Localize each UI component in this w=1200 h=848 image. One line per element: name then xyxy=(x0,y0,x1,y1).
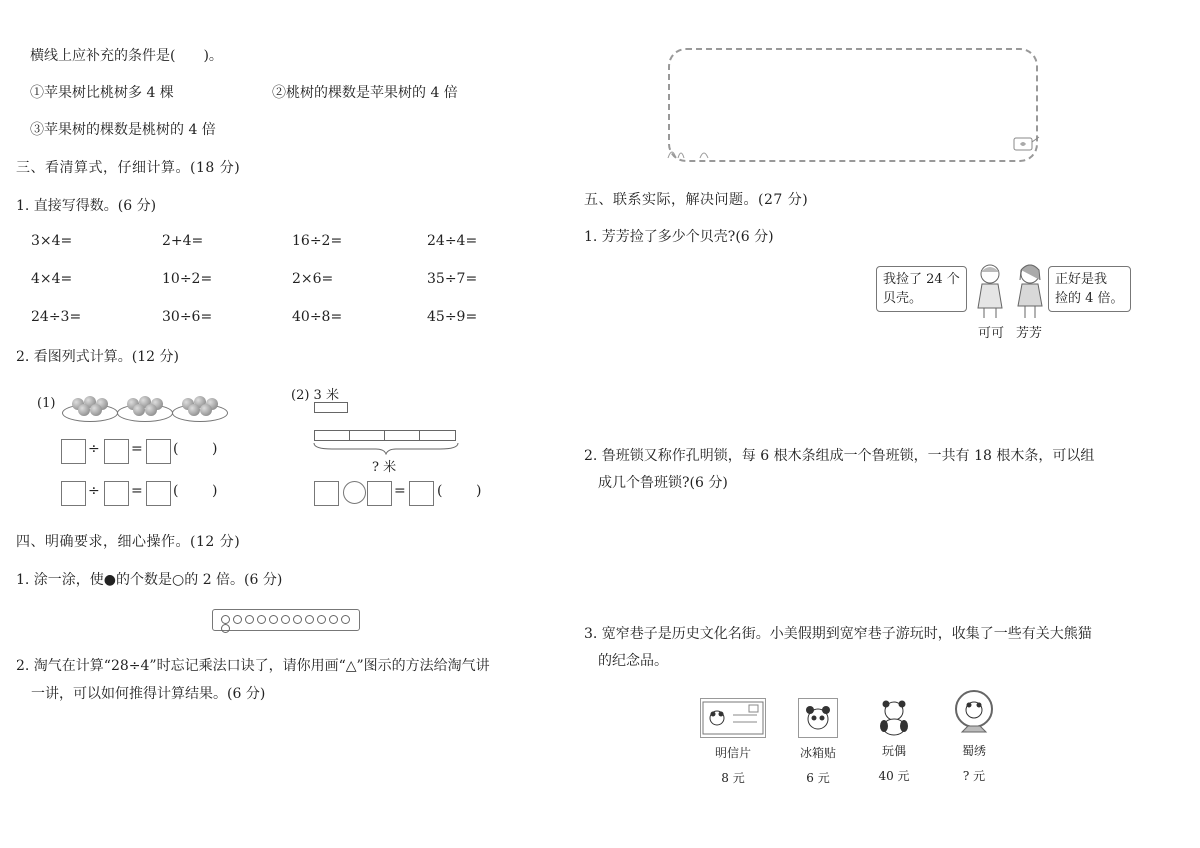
calc-item: 24÷4= xyxy=(427,233,478,249)
long-bar-segment xyxy=(314,430,350,441)
calc-item: 4×4= xyxy=(31,271,73,287)
name-keke: 可可 xyxy=(978,326,1005,341)
answer-box[interactable] xyxy=(104,439,129,464)
product-name: 玩偶 xyxy=(881,744,906,758)
eq-sign: = xyxy=(131,441,143,457)
answer-box[interactable] xyxy=(146,481,171,506)
circle-strip xyxy=(212,609,360,631)
long-bar-segment xyxy=(384,430,420,441)
question-5-3-line1: 3. 宽窄巷子是历史文化名街。小美假期到宽窄巷子游玩时，收集了一些有关大熊猫 xyxy=(584,626,1092,642)
small-circle[interactable] xyxy=(221,624,230,633)
small-circle[interactable] xyxy=(245,615,254,624)
calc-item: 2×6= xyxy=(292,271,334,287)
unknown-length-label: ? 米 xyxy=(372,460,397,475)
circle-row xyxy=(219,615,359,633)
speech-bubble-right xyxy=(1048,266,1131,312)
product-embroidery xyxy=(946,688,1002,784)
section-5-title: 五、联系实际，解决问题。(27 分) xyxy=(584,192,809,208)
question-4-1: 1. 涂一涂，使●的个数是○的 2 倍。(6 分) xyxy=(16,572,283,588)
fruit xyxy=(200,404,212,416)
long-bar-segment xyxy=(349,430,385,441)
option-1: ①苹果树比桃树多 4 棵 xyxy=(30,85,174,101)
question-5-2-line1: 2. 鲁班锁又称作孔明锁，每 6 根木条组成一个鲁班锁，一共有 18 根木条，可以组 xyxy=(584,448,1095,464)
answer-box[interactable] xyxy=(409,481,434,506)
question-3-1-title: 1. 直接写得数。(6 分) xyxy=(16,198,157,214)
question-4-2-line2: 一讲，可以如何推得计算结果。(6 分) xyxy=(31,686,266,702)
calc-item: 3×4= xyxy=(31,233,73,249)
answer-box[interactable] xyxy=(314,481,339,506)
close-paren: ) xyxy=(476,483,482,499)
product-price: ? 元 xyxy=(962,769,986,783)
long-bar-segment xyxy=(419,430,456,441)
question-4-2-line1: 2. 淘气在计算“28÷4”时忘记乘法口诀了，请你用画“△”图示的方法给淘气讲 xyxy=(16,658,490,674)
part-1-label: (1) xyxy=(37,396,56,411)
bubble-text: 贝壳。 xyxy=(883,291,923,306)
fruit xyxy=(188,404,200,416)
fruit xyxy=(133,404,145,416)
small-circle[interactable] xyxy=(329,615,338,624)
product-price: 40 元 xyxy=(878,769,910,783)
answer-box[interactable] xyxy=(146,439,171,464)
option-3: ③苹果树的棵数是桃树的 4 倍 xyxy=(30,122,216,138)
calc-item: 35÷7= xyxy=(427,271,478,287)
small-circle[interactable] xyxy=(281,615,290,624)
answer-box[interactable] xyxy=(61,439,86,464)
question-5-2-line2: 成几个鲁班锁?(6 分) xyxy=(598,475,728,491)
small-circle[interactable] xyxy=(269,615,278,624)
calc-item: 16÷2= xyxy=(292,233,343,249)
watering-can-icon xyxy=(1010,132,1040,154)
bubble-text: 我捡了 24 个 xyxy=(883,272,960,287)
fruit xyxy=(78,404,90,416)
product-doll xyxy=(866,698,922,784)
close-paren: ) xyxy=(212,483,218,499)
calc-item: 40÷8= xyxy=(292,309,343,325)
eq-sign: = xyxy=(131,483,143,499)
open-paren: ( xyxy=(173,483,179,499)
open-paren: ( xyxy=(173,441,179,457)
question-intro: 横线上应补充的条件是( )。 xyxy=(30,48,223,64)
product-name: 明信片 xyxy=(714,746,751,760)
calc-item: 10÷2= xyxy=(162,271,213,287)
small-circle[interactable] xyxy=(221,615,230,624)
product-name: 蜀绣 xyxy=(961,744,986,758)
option-2: ②桃树的棵数是苹果树的 4 倍 xyxy=(272,85,458,101)
div-sign: ÷ xyxy=(88,441,100,457)
answer-box[interactable] xyxy=(61,481,86,506)
answer-box[interactable] xyxy=(104,481,129,506)
postcard-icon xyxy=(700,698,766,738)
small-circle[interactable] xyxy=(257,615,266,624)
product-price: 6 元 xyxy=(806,771,830,785)
small-circle[interactable] xyxy=(317,615,326,624)
fruit xyxy=(90,404,102,416)
section-4-title: 四、明确要求，细心操作。(12 分) xyxy=(16,534,241,550)
calc-item: 24÷3= xyxy=(31,309,82,325)
speech-bubble-left xyxy=(876,266,967,312)
part-2-label: (2) 3 米 xyxy=(291,388,339,403)
eq-sign: = xyxy=(394,483,406,499)
panda-doll-icon xyxy=(875,698,913,736)
close-paren: ) xyxy=(212,441,218,457)
product-name: 冰箱贴 xyxy=(799,746,836,760)
bubble-text: 捡的 4 倍。 xyxy=(1055,291,1124,306)
short-bar xyxy=(314,402,348,413)
magnet-icon xyxy=(798,698,838,738)
brace xyxy=(312,441,460,455)
question-5-3-line2: 的纪念品。 xyxy=(598,653,668,669)
bubble-text: 正好是我 xyxy=(1055,272,1108,287)
grass-icon xyxy=(664,142,724,160)
embroidery-icon xyxy=(952,688,996,736)
calc-item: 30÷6= xyxy=(162,309,213,325)
question-3-2-title: 2. 看图列式计算。(12 分) xyxy=(16,349,179,365)
product-price: 8 元 xyxy=(721,771,745,785)
question-5-1: 1. 芳芳捡了多少个贝壳?(6 分) xyxy=(584,229,774,245)
name-fangfang: 芳芳 xyxy=(1016,326,1043,341)
operator-circle[interactable] xyxy=(343,481,366,504)
small-circle[interactable] xyxy=(341,615,350,624)
calc-item: 45÷9= xyxy=(427,309,478,325)
small-circle[interactable] xyxy=(233,615,242,624)
calc-item: 2+4= xyxy=(162,233,204,249)
answer-box[interactable] xyxy=(367,481,392,506)
product-magnet xyxy=(790,698,846,786)
open-paren: ( xyxy=(437,483,443,499)
section-3-title: 三、看清算式，仔细计算。(18 分) xyxy=(16,160,241,176)
girl-keke-icon xyxy=(970,262,1010,320)
small-circle[interactable] xyxy=(305,615,314,624)
answer-note-frame xyxy=(668,48,1038,162)
product-postcard xyxy=(698,698,768,786)
div-sign: ÷ xyxy=(88,483,100,499)
small-circle[interactable] xyxy=(293,615,302,624)
girl-fangfang-icon xyxy=(1012,262,1048,320)
fruit xyxy=(145,404,157,416)
